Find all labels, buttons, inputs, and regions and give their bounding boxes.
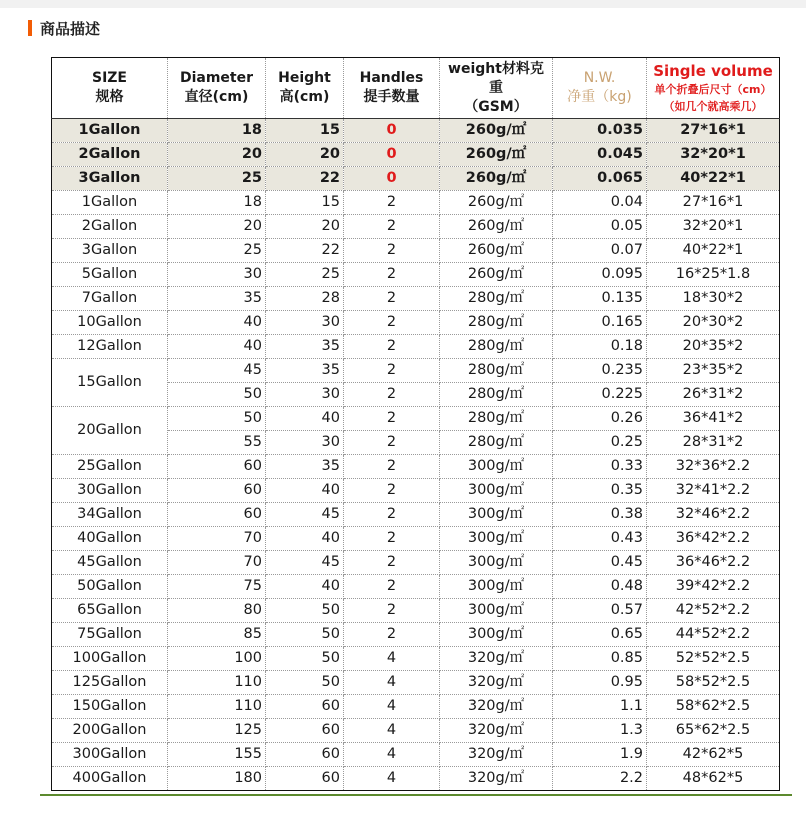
cell-handles: 2 [344,503,440,527]
cell-diameter: 50 [168,383,266,407]
header-volume [647,58,780,119]
cell-volume: 26*31*2 [647,383,780,407]
cell-diameter: 20 [168,143,266,167]
cell-size: 25Gallon [52,455,168,479]
cell-diameter: 18 [168,191,266,215]
table-row [52,623,780,647]
cell-weight: 280g/㎡ [440,383,553,407]
cell-diameter: 70 [168,527,266,551]
table-row [52,479,780,503]
cell-net-weight: 0.48 [553,575,647,599]
table-body [52,119,780,791]
cell-handles: 2 [344,479,440,503]
cell-volume: 20*35*2 [647,335,780,359]
cell-volume: 32*36*2.2 [647,455,780,479]
cell-size: 65Gallon [52,599,168,623]
cell-handles: 2 [344,527,440,551]
cell-volume: 42*52*2.2 [647,599,780,623]
cell-height: 28 [266,287,344,311]
cell-net-weight: 0.18 [553,335,647,359]
cell-handles: 2 [344,455,440,479]
cell-net-weight: 0.85 [553,647,647,671]
cell-height: 30 [266,431,344,455]
header-volume-cn: 单个折叠后尺寸（cm） [654,82,772,96]
header-weight-line1: weight材料克 [448,60,544,77]
cell-size: 7Gallon [52,287,168,311]
cell-height: 20 [266,143,344,167]
cell-size: 400Gallon [52,767,168,791]
cell-size: 3Gallon [52,167,168,191]
cell-height: 40 [266,479,344,503]
cell-weight: 300g/㎡ [440,551,553,575]
cell-height: 40 [266,407,344,431]
cell-size: 100Gallon [52,647,168,671]
cell-size: 300Gallon [52,743,168,767]
spec-table [51,57,780,791]
cell-height: 22 [266,239,344,263]
cell-volume: 16*25*1.8 [647,263,780,287]
table-row [52,215,780,239]
cell-diameter: 110 [168,695,266,719]
cell-diameter: 85 [168,623,266,647]
cell-volume: 27*16*1 [647,119,780,143]
cell-net-weight: 0.45 [553,551,647,575]
header-weight-line2: 重 [489,79,503,96]
cell-height: 50 [266,671,344,695]
table-row [52,551,780,575]
table-row [52,287,780,311]
top-bar [0,0,806,8]
cell-handles: 2 [344,239,440,263]
header-volume-en: Single volume [653,61,773,80]
cell-weight: 300g/㎡ [440,455,553,479]
header-size [52,58,168,119]
header-weight [440,58,553,119]
cell-size: 5Gallon [52,263,168,287]
header-diameter-cn: 直径(cm) [184,89,249,105]
header-handles [344,58,440,119]
cell-handles: 4 [344,671,440,695]
table-row [52,335,780,359]
cell-weight: 300g/㎡ [440,479,553,503]
cell-net-weight: 1.9 [553,743,647,767]
header-row [52,58,780,119]
cell-height: 35 [266,455,344,479]
cell-volume: 36*41*2 [647,407,780,431]
table-row [52,311,780,335]
table-row [52,191,780,215]
cell-net-weight: 1.3 [553,719,647,743]
table-row [52,575,780,599]
cell-height: 35 [266,359,344,383]
cell-diameter: 70 [168,551,266,575]
cell-volume: 52*52*2.5 [647,647,780,671]
cell-height: 45 [266,551,344,575]
cell-diameter: 155 [168,743,266,767]
table-row [52,671,780,695]
cell-net-weight: 0.045 [553,143,647,167]
cell-size: 40Gallon [52,527,168,551]
cell-weight: 260g/㎡ [440,167,553,191]
cell-net-weight: 0.135 [553,287,647,311]
cell-net-weight: 0.05 [553,215,647,239]
cell-net-weight: 2.2 [553,767,647,791]
table-row [52,239,780,263]
header-handles-cn: 提手数量 [363,89,420,105]
cell-net-weight: 0.26 [553,407,647,431]
cell-volume: 32*20*1 [647,143,780,167]
table-row [52,167,780,191]
header-diameter [168,58,266,119]
header-size-en: SIZE [91,70,127,86]
cell-handles: 2 [344,191,440,215]
cell-height: 40 [266,575,344,599]
cell-volume: 36*42*2.2 [647,527,780,551]
header-height [266,58,344,119]
cell-size: 2Gallon [52,143,168,167]
cell-diameter: 180 [168,767,266,791]
cell-weight: 320g/㎡ [440,767,553,791]
cell-volume: 42*62*5 [647,743,780,767]
cell-net-weight: 0.38 [553,503,647,527]
table-row [52,263,780,287]
cell-weight: 320g/㎡ [440,719,553,743]
cell-net-weight: 0.095 [553,263,647,287]
table-header [52,58,780,119]
table-row [52,647,780,671]
cell-diameter: 40 [168,335,266,359]
cell-handles: 2 [344,383,440,407]
cell-size: 2Gallon [52,215,168,239]
cell-volume: 27*16*1 [647,191,780,215]
cell-net-weight: 0.25 [553,431,647,455]
cell-diameter: 110 [168,671,266,695]
cell-volume: 65*62*2.5 [647,719,780,743]
cell-size: 200Gallon [52,719,168,743]
cell-size: 3Gallon [52,239,168,263]
cell-net-weight: 0.65 [553,623,647,647]
cell-net-weight: 0.07 [553,239,647,263]
cell-height: 60 [266,719,344,743]
cell-diameter: 25 [168,239,266,263]
header-nw-en: N.W. [583,70,616,86]
cell-handles: 2 [344,359,440,383]
cell-diameter: 60 [168,479,266,503]
cell-handles: 4 [344,647,440,671]
cell-weight: 300g/㎡ [440,503,553,527]
cell-handles: 2 [344,623,440,647]
cell-weight: 320g/㎡ [440,647,553,671]
cell-weight: 260g/㎡ [440,239,553,263]
cell-weight: 280g/㎡ [440,407,553,431]
cell-weight: 280g/㎡ [440,359,553,383]
cell-volume: 40*22*1 [647,167,780,191]
cell-height: 25 [266,263,344,287]
section-title: 商品描述 [40,19,101,38]
cell-diameter: 20 [168,215,266,239]
cell-weight: 260g/㎡ [440,191,553,215]
cell-handles: 2 [344,311,440,335]
cell-handles: 4 [344,767,440,791]
cell-height: 40 [266,527,344,551]
cell-size: 30Gallon [52,479,168,503]
cell-handles: 2 [344,407,440,431]
cell-height: 30 [266,383,344,407]
table-row [52,527,780,551]
cell-height: 50 [266,599,344,623]
cell-height: 35 [266,335,344,359]
header-diameter-en: Diameter [179,70,254,86]
cell-weight: 300g/㎡ [440,527,553,551]
header-volume-note: （如几个就高乘几） [663,99,763,113]
cell-net-weight: 0.165 [553,311,647,335]
cell-weight: 260g/㎡ [440,263,553,287]
cell-handles: 0 [344,119,440,143]
cell-diameter: 60 [168,455,266,479]
cell-diameter: 18 [168,119,266,143]
cell-net-weight: 0.04 [553,191,647,215]
cell-handles: 2 [344,215,440,239]
cell-volume: 32*46*2.2 [647,503,780,527]
header-handles-en: Handles [359,70,424,86]
cell-size: 12Gallon [52,335,168,359]
cell-handles: 0 [344,143,440,167]
table-row [52,719,780,743]
cell-net-weight: 0.225 [553,383,647,407]
cell-weight: 320g/㎡ [440,695,553,719]
cell-weight: 320g/㎡ [440,743,553,767]
section-marker [28,20,32,36]
cell-size: 20Gallon [52,407,168,455]
cell-volume: 36*46*2.2 [647,551,780,575]
cell-net-weight: 0.235 [553,359,647,383]
cell-diameter: 45 [168,359,266,383]
cell-handles: 4 [344,695,440,719]
cell-volume: 23*35*2 [647,359,780,383]
cell-volume: 18*30*2 [647,287,780,311]
table-row [52,119,780,143]
cell-volume: 58*62*2.5 [647,695,780,719]
cell-size: 50Gallon [52,575,168,599]
cell-size: 15Gallon [52,359,168,407]
cell-height: 15 [266,119,344,143]
cell-size: 1Gallon [52,191,168,215]
cell-handles: 2 [344,599,440,623]
cell-volume: 40*22*1 [647,239,780,263]
cell-handles: 2 [344,263,440,287]
cell-handles: 4 [344,719,440,743]
cell-weight: 300g/㎡ [440,599,553,623]
cell-volume: 32*20*1 [647,215,780,239]
cell-net-weight: 0.35 [553,479,647,503]
cell-handles: 2 [344,335,440,359]
header-nw [553,58,647,119]
cell-weight: 300g/㎡ [440,575,553,599]
cell-size: 10Gallon [52,311,168,335]
cell-handles: 2 [344,431,440,455]
table-row [52,503,780,527]
cell-weight: 260g/㎡ [440,119,553,143]
cell-size: 150Gallon [52,695,168,719]
cell-size: 75Gallon [52,623,168,647]
cell-size: 34Gallon [52,503,168,527]
cell-net-weight: 0.065 [553,167,647,191]
cell-handles: 2 [344,287,440,311]
table-row [52,695,780,719]
cell-net-weight: 0.33 [553,455,647,479]
cell-size: 125Gallon [52,671,168,695]
table-row [52,743,780,767]
cell-net-weight: 0.57 [553,599,647,623]
table-row [52,599,780,623]
cell-handles: 4 [344,743,440,767]
table-row [52,143,780,167]
cell-height: 50 [266,623,344,647]
cell-weight: 280g/㎡ [440,431,553,455]
table-row [52,767,780,791]
header-height-en: Height [278,70,331,86]
cell-net-weight: 0.95 [553,671,647,695]
cell-diameter: 30 [168,263,266,287]
header-nw-cn: 净重（kg) [567,89,632,105]
cell-diameter: 40 [168,311,266,335]
cell-height: 60 [266,767,344,791]
cell-net-weight: 0.035 [553,119,647,143]
cell-height: 15 [266,191,344,215]
cell-diameter: 100 [168,647,266,671]
table-row [52,359,780,383]
cell-diameter: 75 [168,575,266,599]
cell-height: 45 [266,503,344,527]
cell-handles: 0 [344,167,440,191]
cell-height: 60 [266,695,344,719]
cell-diameter: 25 [168,167,266,191]
cell-height: 60 [266,743,344,767]
cell-net-weight: 1.1 [553,695,647,719]
cell-diameter: 35 [168,287,266,311]
cell-size: 45Gallon [52,551,168,575]
cell-weight: 300g/㎡ [440,623,553,647]
header-weight-line3: （GSM） [464,98,528,115]
cell-height: 30 [266,311,344,335]
cell-height: 20 [266,215,344,239]
cell-volume: 39*42*2.2 [647,575,780,599]
cell-volume: 44*52*2.2 [647,623,780,647]
cell-diameter: 55 [168,431,266,455]
cell-diameter: 50 [168,407,266,431]
cell-volume: 32*41*2.2 [647,479,780,503]
header-size-cn: 规格 [95,89,124,105]
cell-size: 1Gallon [52,119,168,143]
cell-volume: 20*30*2 [647,311,780,335]
table-row [52,407,780,431]
cell-weight: 260g/㎡ [440,215,553,239]
cell-handles: 2 [344,575,440,599]
table-row [52,455,780,479]
cell-diameter: 125 [168,719,266,743]
cell-volume: 58*52*2.5 [647,671,780,695]
cell-diameter: 60 [168,503,266,527]
cell-handles: 2 [344,551,440,575]
cell-weight: 260g/㎡ [440,143,553,167]
cell-diameter: 80 [168,599,266,623]
cell-height: 22 [266,167,344,191]
cell-height: 50 [266,647,344,671]
cell-volume: 48*62*5 [647,767,780,791]
cell-weight: 280g/㎡ [440,311,553,335]
cell-weight: 280g/㎡ [440,335,553,359]
cell-net-weight: 0.43 [553,527,647,551]
bottom-rule [40,794,792,796]
section-header [28,18,100,38]
cell-weight: 280g/㎡ [440,287,553,311]
header-height-cn: 高(cm) [279,89,330,105]
cell-weight: 320g/㎡ [440,671,553,695]
cell-volume: 28*31*2 [647,431,780,455]
